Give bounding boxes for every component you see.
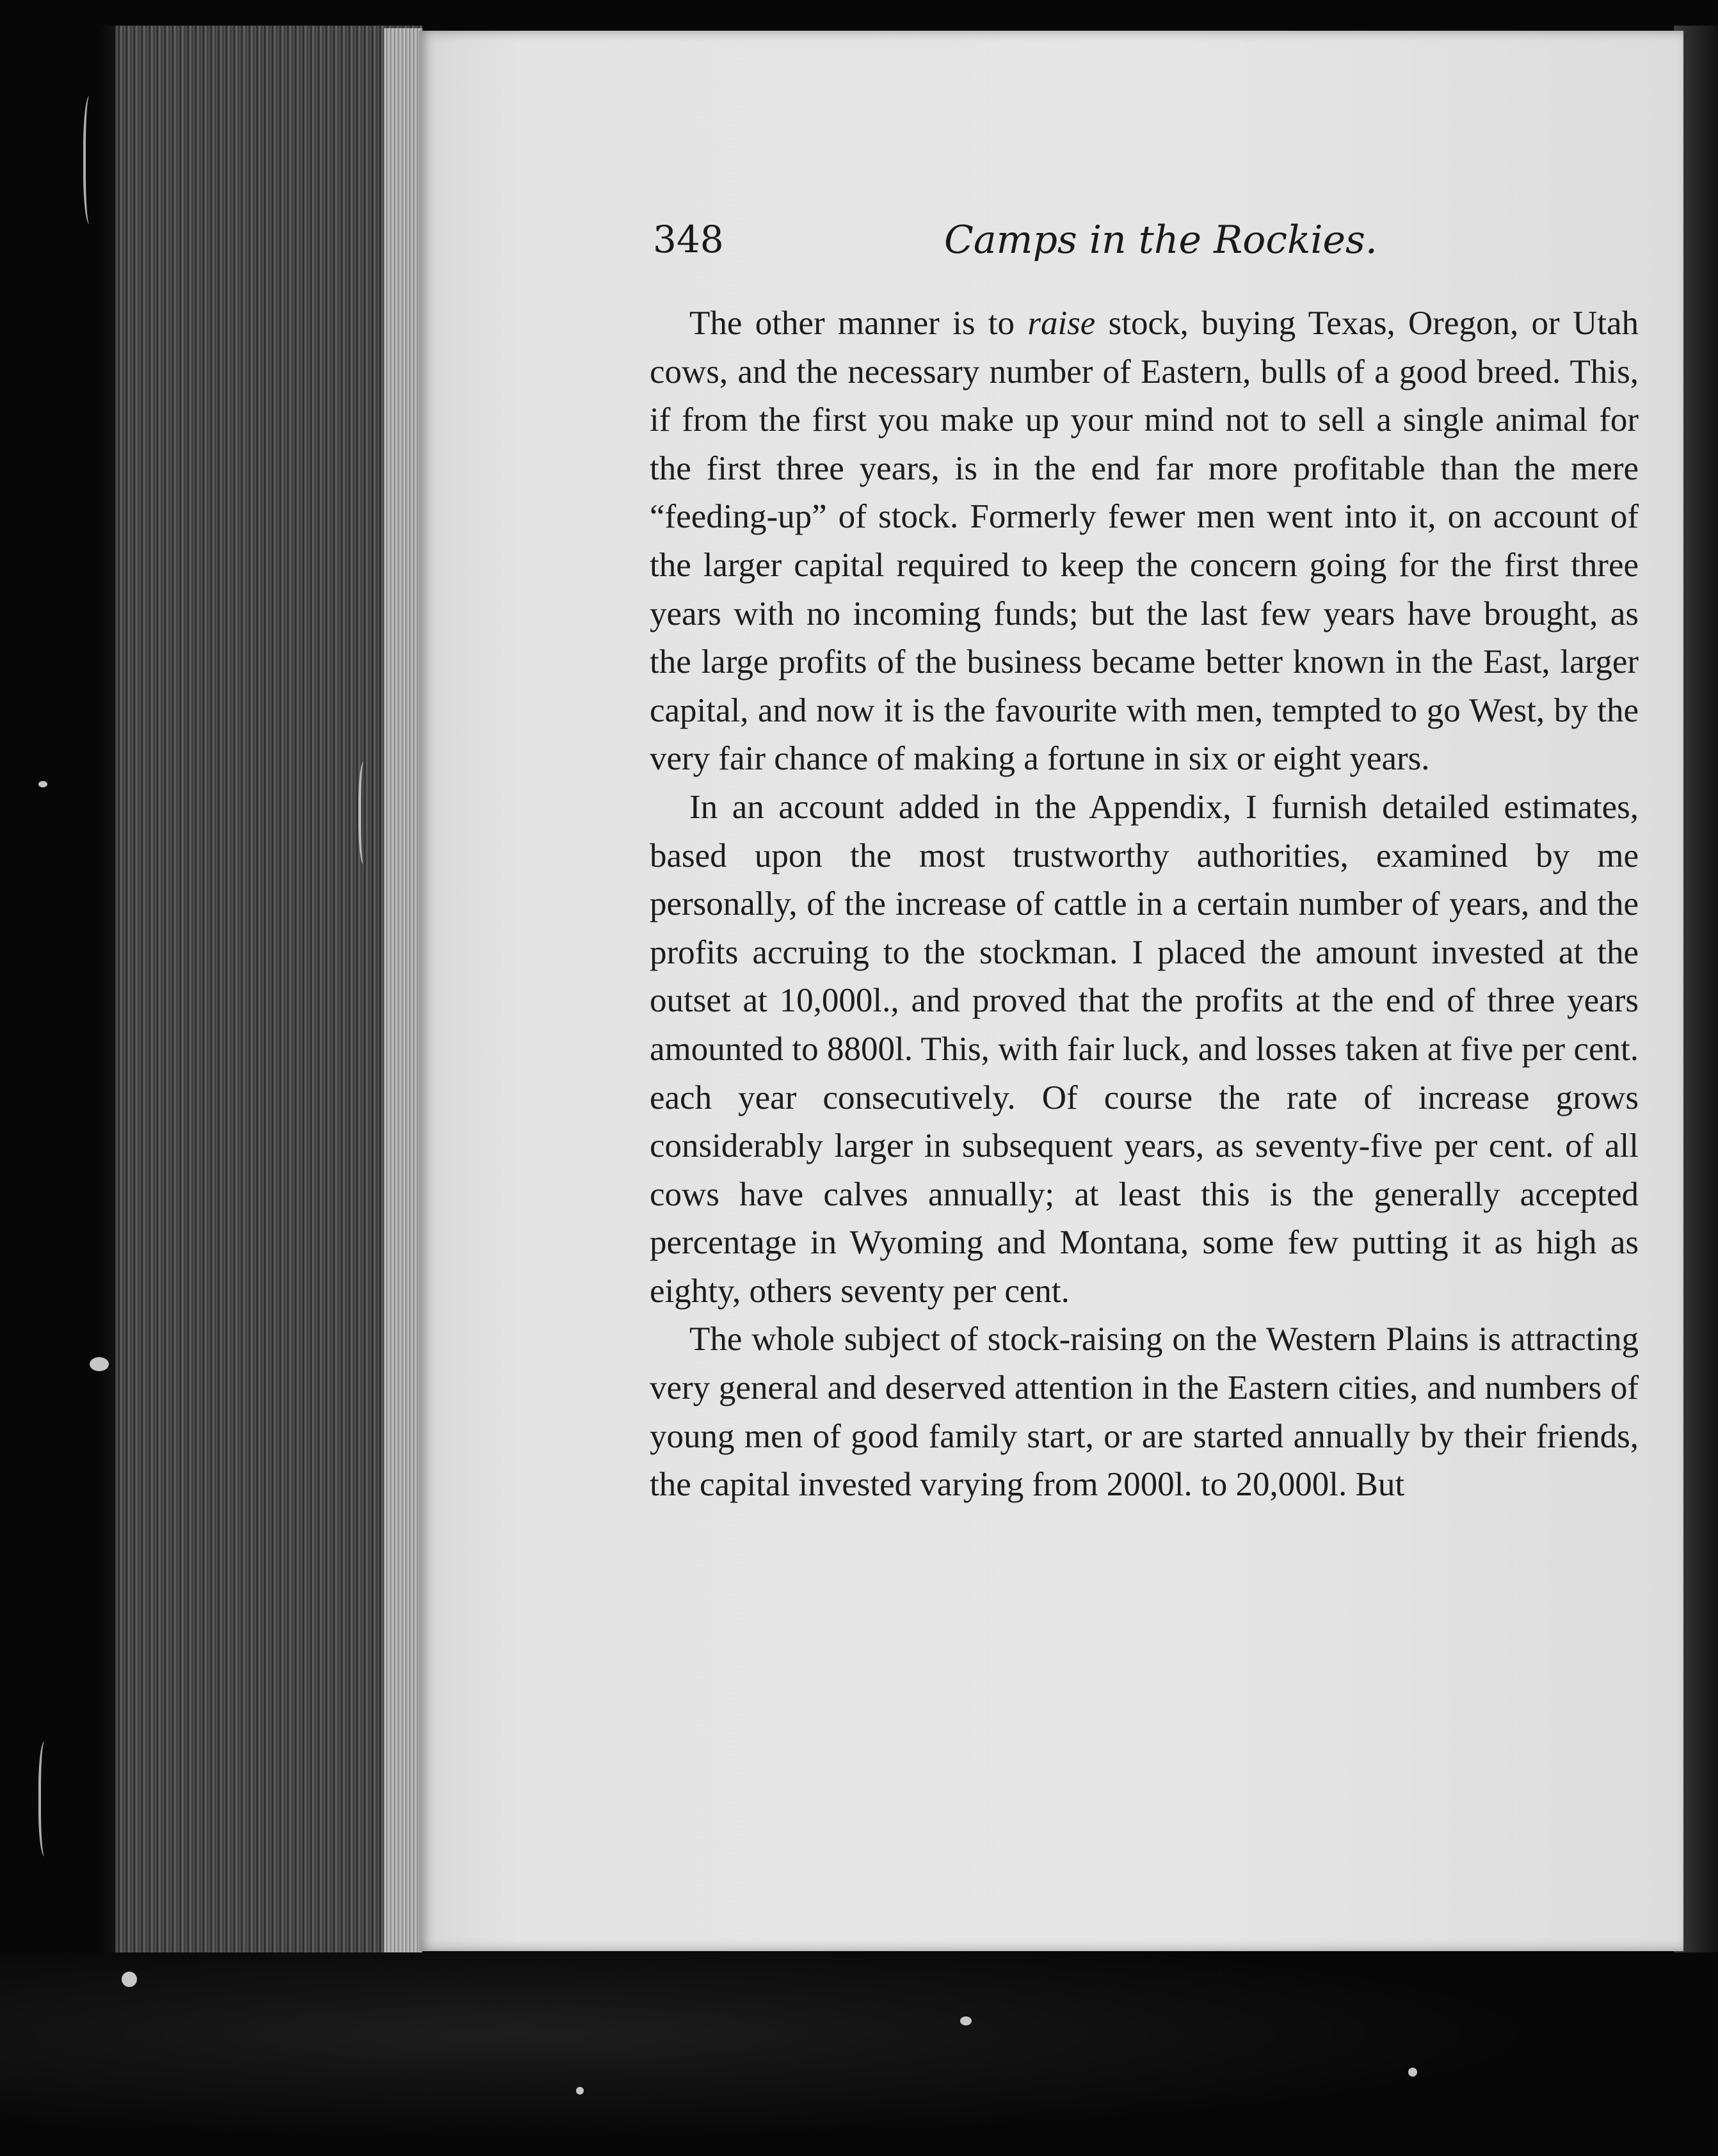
page-body: [650, 300, 1639, 1509]
page-stack: [384, 28, 422, 1981]
dust-speck: [960, 2016, 972, 2025]
dust-speck: [576, 2087, 584, 2095]
paragraph-1-italic: raise: [1027, 305, 1096, 342]
book-page-edges: [115, 26, 422, 1984]
paragraph-1: [650, 300, 1639, 784]
page-number: 348: [653, 218, 724, 261]
table-surface: [0, 1952, 1718, 2156]
dust-speck: [90, 1357, 109, 1371]
paragraph-1-rest: stock, buying Texas, Oregon, or Utah cows, and the necessary number of Eastern, bulls of a good breed. This, if from the first you make up your mind not to sell a single animal for the first three years, is in the end far more profitable than the mere “feeding-up” of stock. Formerly fewer men went into it, on account of the larger capital required to keep the concern going for the first three years with no incoming funds; but the last few years have brought, as the large profits of the business became better known in the East, larger capital, and now it is the favourite with men, tempted to go West, by the very fair chance of making a fortune in six or eight years.: [650, 305, 1639, 778]
paragraph-2: In an account added in the Appendix, I furnish detailed estimates, based upon the most trustworthy authorities, examined by me personally, of the increase of cattle in a certain number of years, and the profits accruing to the stockman. I placed the amount invested at the outset at 10,000l., and proved that the profits at the end of three years amounted to 8800l. This, with fair luck, and losses taken at five per cent. each year consecutively. Of course the rate of increase grows considerably larger in subsequent years, as seventy-five per cent. of all cows have calves annually; at least this is the generally accepted percentage in Wyoming and Montana, some few putting it as high as eighty, others seventy per cent.: [650, 788, 1639, 1310]
paragraph-1-start: The other manner is to: [689, 305, 1028, 342]
dust-scratch: [358, 762, 371, 864]
dust-scratch: [38, 1741, 54, 1856]
page-header: [653, 218, 1645, 269]
running-title: Camps in the Rockies.: [944, 218, 1377, 262]
dust-speck: [122, 1972, 137, 1987]
dust-scratch: [83, 96, 99, 224]
dust-speck: [1408, 2068, 1417, 2077]
dust-speck: [38, 781, 47, 787]
paragraph-3: The whole subject of stock-raising on the Western Plains is attracting very general and deserved attention in the Eastern cities, and numbers of young men of good family start, or are started annually by their friends, the capital invested varying from 2000l. to 20,000l. But: [650, 1321, 1639, 1504]
